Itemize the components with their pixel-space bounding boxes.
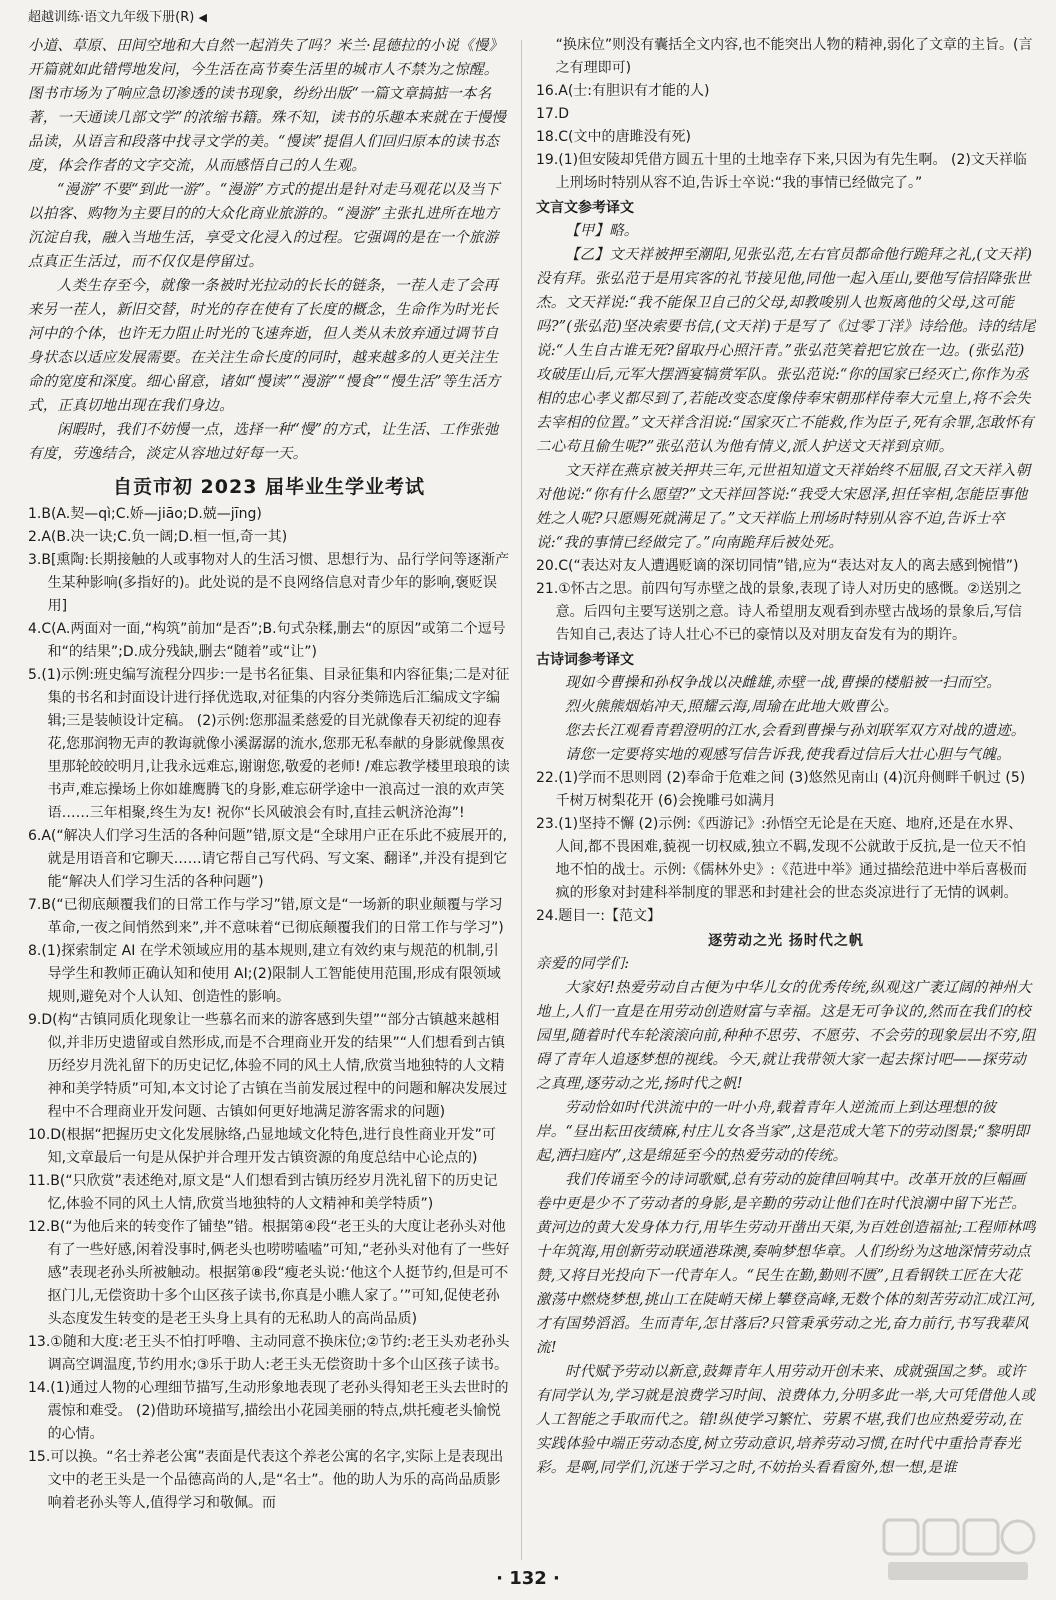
answer-item: 10.D(根据“把握历史文化发展脉络,凸显地域文化特色,进行良性商业开发”可知,文章最后一句是从保护并合理开发古镇资源的角度总结中心论点的) — [28, 1127, 496, 1166]
poem-line: 您去长江观看青碧澄明的江水,会看到曹操与孙刘联军双方对战的遗迹。 — [565, 723, 1026, 739]
answer-item: 3.B[熏陶:长期接触的人或事物对人的生活习惯、思想行为、品行学问等逐渐产生某种影响(多指好的)。此处说的是不良网络信息对青少年的影响,褒贬误用] — [28, 552, 510, 614]
translation-paragraph: 文天祥在燕京被关押共三年,元世祖知道文天祥始终不屈服,召文天祥入朝对他说:“你有什么愿望?”文天祥回答说:“我受大宋恩泽,担任宰相,怎能臣事他姓之人呢?只愿赐死就满足了。”文天祥临上刑场时特别从容不迫,告诉士卒说:“我的事情已经做完了。”向南跪拜后被处死。 — [536, 463, 1031, 551]
book-title: 超越训练·语文九年级下册(R) — [28, 10, 195, 25]
answer-item: 5.(1)示例:班史编写流程分四步:一是书名征集、目录征集和内容征集;二是对征集的书名和封面设计进行择优选取,对征集的内容分类筛选后汇编成文字编辑;三是装帧设计定稿。 (2)示例:您那温柔慈爱的目光就像春天初绽的迎春花,您那润物无声的教诲就像小溪潺潺的流水,您那无私奉献的身影就像黑夜里那轮皎皎明月,让我永远难忘,谢谢您,敬爱的老师! /难忘教学楼里琅琅的读书声,难忘操场上你如雄鹰腾飞的身影,难忘研学途中一浪高过一浪的欢声笑语……三年相聚,终生为友! 祝你“长风破浪会有时,直挂云帆济沧海”! — [28, 667, 510, 821]
answer-item: 4.C(A.两面对一面,“构筑”前加“是否”;B.句式杂糅,删去“的原因”或第二个逗号和“的结果”;D.成分残缺,删去“随着”或“让”) — [28, 621, 506, 660]
poem-line: 请您一定要将实地的观感写信告诉我,使我看过信后大壮心胆与气魄。 — [565, 747, 1011, 763]
answer-item: 21.①怀古之思。前四句写赤壁之战的景象,表现了诗人对历史的感慨。②送别之意。后四句主要写送别之意。诗人希望朋友观看到赤壁古战场的景象后,写信告知自己,表达了诗人壮心不已的豪情以及对朋友奋发有为的期许。 — [536, 581, 1023, 643]
answer-item: 2.A(B.决一诀;C.负一阔;D.桓一恒,奇一其) — [28, 529, 288, 545]
poem-line: 现如今曹操和孙权争战以决雌雄,赤壁一战,曹操的楼船被一扫而空。 — [565, 675, 1001, 691]
watermark-logo — [880, 1514, 1040, 1586]
poem-translation — [536, 671, 1036, 767]
translation-paragraph: 【乙】文天祥被押至潮阳,见张弘范,左右官员都命他行跪拜之礼,(文天祥)没有拜。张弘范于是用宾客的礼节接见他,同他一起入厓山,要他写信招降张世杰。文天祥说:“我不能保卫自己的父母,却教唆别人也叛离他的父母,这可能吗?”(张弘范)坚决索要书信,(文天祥)于是写了《过零丁洋》诗给他。诗的结尾说:“人生自古谁无死?留取丹心照汗青。”张弘范笑着把它放在一边。(张弘范)攻破厓山后,元军大摆酒宴犒赏军队。张弘范说:“你的国家已经灭亡,你作为丞相的忠心孝义都尽到了,若能改变态度像侍奉宋朝那样侍奉大元皇上,将不会失去宰相的位置。”文天祥含泪说:“国家灭亡不能救,作为臣子,死有余罪,怎敢怀有二心苟且偷生呢?”张弘范认为他有情义,派人护送文天祥到京师。 — [536, 247, 1036, 455]
essay-greeting: 亲爱的同学们: — [536, 956, 630, 972]
answer-item: 22.(1)学而不思则罔 (2)奉命于危难之间 (3)悠然见南山 (4)沉舟侧畔千帆过 (5)千树万树梨花开 (6)会挽雕弓如满月 — [536, 770, 1026, 809]
essay-paragraph: 大家好!热爱劳动自古便为中华儿女的优秀传统,纵观这广袤辽阔的神州大地上,人们一直是在用劳动创造财富与幸福。这是无可争议的,然而在我们的校园里,随着时代车轮滚滚向前,种种不思劳、不愿劳、不会劳的现象层出不穷,阻碍了青年人追逐梦想的视线。今天,就让我带领大家一起去探讨吧——探劳动之真理,逐劳动之光,扬时代之帆! — [536, 980, 1036, 1092]
answer-item: 20.C(“表达对友人遭遇贬谪的深切同情”错,应为“表达对友人的离去感到惋惜”) — [536, 558, 1019, 574]
answer-item: 16.A(士:有胆识有才能的人) — [536, 83, 710, 99]
answer-item: 7.B(“已彻底颠覆我们的日常工作与学习”错,原文是“一场新的职业颠覆与学习革命,一夜之间悄然到来”,并不意味着“已彻底颠覆我们的日常工作与学习”) — [28, 897, 504, 936]
model-essay — [536, 952, 1036, 1480]
header-marker: ◀ — [198, 11, 207, 24]
poem-section-title: 古诗词参考译文 — [536, 652, 634, 668]
answer-item: 13.①随和大度:老王头不怕打呼噜、主动同意不换床位;②节约:老王头劝老孙头调高空调温度,节约用水;③乐于助人:老王头无偿资助十多个山区孩子读书。 — [28, 1334, 510, 1373]
answer-list-right-bottom — [536, 767, 1036, 928]
answer-item: 19.(1)但安陵却凭借方圆五十里的土地幸存下来,只因为有先生啊。 (2)文天祥临上刑场时特别从容不迫,告诉士卒说:“我的事情已经做完了。” — [536, 152, 1027, 191]
essay-paragraph: 时代赋予劳动以新意,鼓舞青年人用劳动开创未来、成就强国之梦。或许有同学认为,学习就是浪费学习时间、浪费体力,分明多此一举,大可凭借他人或人工智能之手取而代之。错!纵使学习繁忙、劳累不堪,我们也应热爱劳动,在实践体验中端正劳动态度,树立劳动意识,培养劳动习惯,在时代中重拾青春光彩。是啊,同学们,沉迷于学习之时,不妨抬头看看窗外,想一想,是谁 — [536, 1364, 1036, 1476]
answer-item: 11.B(“只欣赏”表述绝对,原文是“人们想看到古镇历经岁月洗礼留下的历史记忆,体验不同的风土人情,欣赏当地独特的人文精神和美学特质”) — [28, 1173, 498, 1212]
answer-item: 12.B(“为他后来的转变作了铺垫”错。根据第④段“老王头的大度让老孙头对他有了一些好感,闲着没事时,俩老头也唠唠嗑嗑”可知,“老孙头对他有了一些好感”表现老孙头所被触动。根据第⑧段“瘦老头说:‘他这个人挺节约,但是可不抠门儿,无偿资助十多个山区孩子读书,你真是小瞧人家了。’”可知,促使老孙头态度发生转变的是老王头身上具有的无私助人的高尚品质) — [28, 1219, 510, 1327]
intro-essay — [28, 34, 510, 466]
answer-list-right-mid — [536, 555, 1036, 647]
intro-paragraph: 闲暇时，我们不妨慢一点，选择一种“慢”的方式，让生活、工作张弛有度，劳逸结合，淡定从容地过好每一天。 — [28, 422, 499, 462]
translation-paragraph: 【甲】略。 — [565, 223, 639, 239]
answer-item: 15.可以换。“名士养老公寓”表面是代表这个养老公寓的名字,实际上是表现出文中的老王头是一个品德高尚的人,是“名士”。他的助人为乐的高尚品质影响着老孙头等人,值得学习和敬佩。而 — [28, 1449, 504, 1511]
answer-list-right-top — [536, 34, 1036, 195]
answer-item: 9.D(构“古镇同质化现象让一些慕名而来的游客感到失望”“部分古镇越来越相似,并非历史遗留或自然形成,而是不合理商业开发的结果”“人们想看到古镇历经岁月洗礼留下的历史记忆,体验不同的风土人情,欣赏当地独特的人文精神和美学特质”可知,本文讨论了古镇在当前发展过程中的问题和解决发展过程中不合理商业开发问题、古镇如何更好地满足游客需求的问题) — [28, 1012, 508, 1120]
answer-item: 6.A(“解决人们学习生活的各种问题”错,原文是“全球用户正在乐此不疲展开的,就是用语音和它聊天……请它帮自己写代码、写文案、翻译”,并没有提到它能“解决人们学习生活的各种问题”) — [28, 828, 508, 890]
wenyan-section-title: 文言文参考译文 — [536, 200, 634, 216]
answer-list-left — [28, 503, 510, 1515]
right-column — [536, 34, 1036, 1564]
answer-item: 8.(1)探索制定 AI 在学术领域应用的基本规则,建立有效约束与规范的机制,引导学生和教师正确认知和使用 AI;(2)限制人工智能使用范围,形成有限领域规则,避免对个人认知、创造性的影响。 — [28, 943, 501, 1005]
poem-line: 烈火熊熊烟焰冲天,照耀云海,周瑜在此地大败曹公。 — [565, 699, 899, 715]
column-divider — [521, 40, 522, 1560]
essay-paragraph: 我们传诵至今的诗词歌赋,总有劳动的旋律回响其中。改革开放的巨幅画卷中更是少不了劳动者的身影,是辛勤的劳动让他们在时代浪潮中留下光芒。黄河边的黄大发身体力行,用毕生劳动开凿出天渠,为百姓创造福祉;工程师林鸣十年筑海,用创新劳动联通港珠澳,奏响梦想华章。人们纷纷为这地深情劳动点赞,又将目光投向下一代青年人。“民生在勤,勤则不匮”,且看钢铁工匠在大花激荡中燃烧梦想,挑山工在陡峭天梯上攀登高峰,无数个体的刻苦劳动汇成江河,才有国势滔滔。生而青年,怎甘落后?只管秉承劳动之光,奋力前行,书写我辈风流! — [536, 1172, 1036, 1356]
exam-title: 自贡市初 2023 届毕业生学业考试 — [112, 476, 426, 498]
answer-item: 1.B(A.契—qì;C.娇—jiāo;D.兢—jīng) — [28, 506, 262, 522]
wenyan-translation — [536, 219, 1036, 555]
answer-item: 18.C(文中的唐雎没有死) — [536, 129, 691, 145]
model-essay-title: 逐劳动之光 扬时代之帆 — [708, 933, 864, 949]
left-column — [28, 34, 510, 1564]
answer-item: “换床位”则没有囊括全文内容,也不能突出人物的精神,弱化了文章的主旨。(言之有理即可) — [555, 37, 1033, 76]
essay-paragraph: 劳动恰如时代洪流中的一叶小舟,载着青年人逆流而上到达理想的彼岸。“昼出耘田夜绩麻,村庄儿女各当家”,这是范成大笔下的劳动图景;“黎明即起,洒扫庭内”,这是绵延至今的热爱劳动的传统。 — [536, 1100, 1030, 1164]
intro-paragraph: 人类生存至今，就像一条被时光拉动的长长的链条，一茬人走了会再来另一茬人，新旧交替，时光的存在使有了长度的概念，生命作为时光长河中的个体，也许无力阻止时光的飞速奔逝，但人类从未放弃通过调节自身状态以适应发展需要。在关注生命长度的同时，越来越多的人更关注生命的宽度和深度。细心留意，诸如“慢读”“漫游”“慢食”“慢生活”等生活方式，正真切地出现在我们身边。 — [28, 278, 501, 414]
answer-item: 17.D — [536, 106, 570, 122]
intro-paragraph: 小道、草原、田间空地和大自然一起消失了吗？米兰·昆德拉的小说《慢》开篇就如此错愕地发问，今生活在高节奏生活里的城市人不禁为之惊醒。图书市场为了响应急切渗透的读书现象，纷纷出版“一篇文章搞掂一本名著，一天通读几部文学”的浓缩书籍。殊不知，读书的乐趣本来就在于慢慢品读，从语言和段落中找寻文学的美。“慢读”提倡人们回归原本的读书态度，体会作者的文字交流，从而感悟自己的人生观。 — [28, 38, 507, 174]
answer-item: 14.(1)通过人物的心理细节描写,生动形象地表现了老孙头得知老王头去世时的震惊和难受。 (2)借助环境描写,描绘出小花园美丽的特点,烘托瘦老头愉悦的心情。 — [28, 1380, 509, 1442]
answer-item: 24.题目一:【范文】 — [536, 908, 661, 924]
page-number: · 132 · — [496, 1568, 560, 1589]
answer-item: 23.(1)坚持不懈 (2)示例:《西游记》:孙悟空无论是在天庭、地府,还是在水界、人间,都不畏困难,藐视一切权威,独立不羁,发现不公就敢于反抗,是一位天不怕地不怕的战士。示例:《儒林外史》:《范进中举》通过描绘范进中举后喜极而疯的形象对封建科举制度的罪恶和封建社会的世态炎凉进行了无情的讽刺。 — [536, 816, 1028, 901]
page-header — [28, 6, 207, 25]
intro-paragraph: “漫游”不要“到此一游”。“漫游”方式的提出是针对走马观花以及当下以拍客、购物为主要目的的大众化商业旅游的。“漫游”主张扎进所在地方沉淀自我，融入当地生活，享受文化浸入的过程。它强调的是在一个旅游点真正生活过，而不仅仅是停留过。 — [28, 182, 500, 270]
